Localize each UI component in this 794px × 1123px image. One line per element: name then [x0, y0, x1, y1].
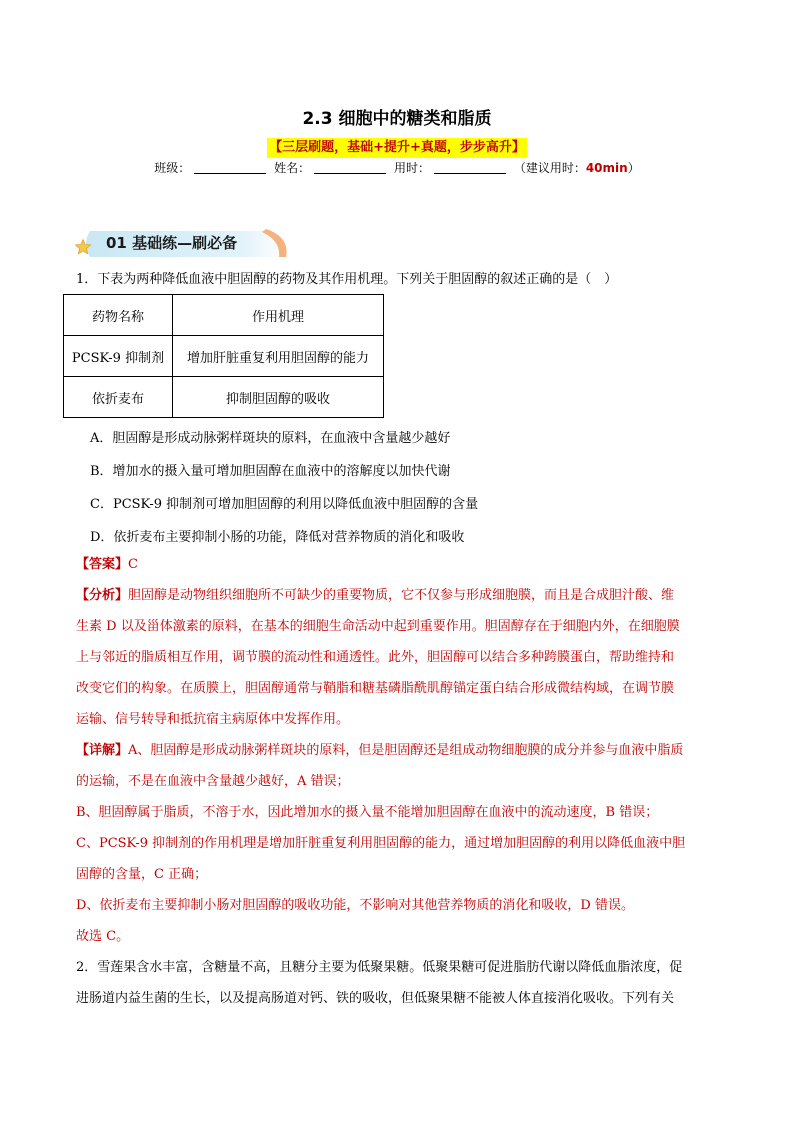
section-banner — [76, 227, 288, 259]
analysis-line: 运输、信号转导和抵抗宿主病原体中发挥作用。 — [76, 712, 350, 727]
suggest-time-value: 40min — [585, 161, 628, 175]
table-cell: 依折麦布 — [64, 377, 173, 418]
detail-line: 故选 C。 — [76, 929, 130, 944]
question-2-line: 进肠道内益生菌的生长，以及提高肠道对钙、铁的吸收，但低聚果糖不能被人体直接消化吸收。下列有关 — [76, 991, 675, 1006]
option-c[interactable]: C．PCSK-9 抑制剂可增加胆固醇的利用以降低血液中胆固醇的含量 — [90, 497, 479, 512]
section-label: 01 基础练—刷必备 — [106, 234, 238, 252]
table-header-cell: 药物名称 — [64, 295, 173, 336]
option-b[interactable]: B．增加水的摄入量可增加胆固醇在血液中的溶解度以加快代谢 — [90, 464, 451, 479]
detail-tag: 【详解】 — [76, 743, 129, 758]
question-2-block — [76, 952, 726, 1014]
detail-line: B、胆固醇属于脂质，不溶于水，因此增加水的摄入量不能增加胆固醇在血液中的流动速度，B 错误； — [76, 805, 659, 820]
analysis-block — [76, 580, 726, 735]
analysis-tag: 【分析】 — [76, 588, 129, 603]
suggest-prefix: （建议用时： — [513, 161, 586, 175]
analysis-line: 【分析】胆固醇是动物组织细胞所不可缺少的重要物质，它不仅参与形成细胞膜，而且是合成胆汁酸、维 — [76, 588, 675, 603]
analysis-line: 上与邻近的脂质相互作用，调节膜的流动性和通透性。此外，胆固醇可以结合多种跨膜蛋白，帮助维持和 — [76, 650, 675, 665]
analysis-line: 改变它们的构象。在质膜上，胆固醇通常与鞘脂和糖基磷脂酰肌醇锚定蛋白结合形成微结构域，在调节膜 — [76, 681, 675, 696]
analysis-line: 生素 D 以及甾体激素的原料，在基本的细胞生命活动中起到重要作用。胆固醇存在于细胞内外，在细胞膜 — [76, 619, 680, 634]
answer-value: C — [128, 557, 138, 572]
option-d[interactable]: D．依折麦布主要抑制小肠的功能，降低对营养物质的消化和吸收 — [90, 530, 465, 545]
class-blank[interactable] — [194, 161, 266, 174]
table-header-row — [64, 295, 384, 336]
detail-line: 【详解】A、胆固醇是形成动脉粥样斑块的原料，但是胆固醇还是组成动物细胞膜的成分并参与血液中脂质 — [76, 743, 684, 758]
option-a[interactable]: A．胆固醇是形成动脉粥样斑块的原料，在血液中含量越少越好 — [90, 431, 451, 446]
star-icon — [74, 238, 92, 256]
detail-line: 的运输，不是在血液中含量越少越好，A 错误； — [76, 774, 350, 789]
detail-line: C、PCSK-9 抑制剂的作用机理是增加肝脏重复利用胆固醇的能力，通过增加胆固醇的利用以降低血液中胆 — [76, 836, 686, 851]
subtitle-wrap — [0, 136, 794, 158]
answer-line — [76, 549, 138, 580]
name-label: 姓名： — [274, 161, 311, 175]
time-label: 用时： — [393, 161, 430, 175]
question-2-line: 2．雪莲果含水丰富，含糖量不高，且糖分主要为低聚果糖。低聚果糖可促进脂肪代谢以降低血脂浓度，促 — [76, 960, 683, 975]
table-row — [64, 377, 384, 418]
name-blank[interactable] — [314, 161, 386, 174]
student-info-line — [0, 159, 794, 176]
page-title: 2.3 细胞中的糖类和脂质 — [302, 109, 492, 129]
table-cell: PCSK-9 抑制剂 — [64, 336, 173, 377]
question-1-stem: 1．下表为两种降低血液中胆固醇的药物及其作用机理。下列关于胆固醇的叙述正确的是（ ） — [76, 272, 618, 287]
detail-line: D、依折麦布主要抑制小肠对胆固醇的吸收功能，不影响对其他营养物质的消化和吸收，D 错误。 — [76, 898, 634, 913]
table-row — [64, 336, 384, 377]
time-blank[interactable] — [434, 161, 506, 174]
detail-block — [76, 735, 726, 952]
suggest-suffix: ） — [627, 161, 640, 175]
question-1-options — [90, 422, 478, 554]
answer-tag: 【答案】 — [76, 557, 129, 572]
table-cell: 抑制胆固醇的吸收 — [173, 377, 384, 418]
table-cell: 增加肝脏重复利用胆固醇的能力 — [173, 336, 384, 377]
class-label: 班级： — [154, 161, 191, 175]
drug-table — [63, 294, 384, 418]
subtitle-banner: 【三层刷题，基础+提升+真题，步步高升】 — [267, 138, 527, 158]
table-header-cell: 作用机理 — [173, 295, 384, 336]
detail-line: 固醇的含量，C 正确； — [76, 867, 208, 882]
